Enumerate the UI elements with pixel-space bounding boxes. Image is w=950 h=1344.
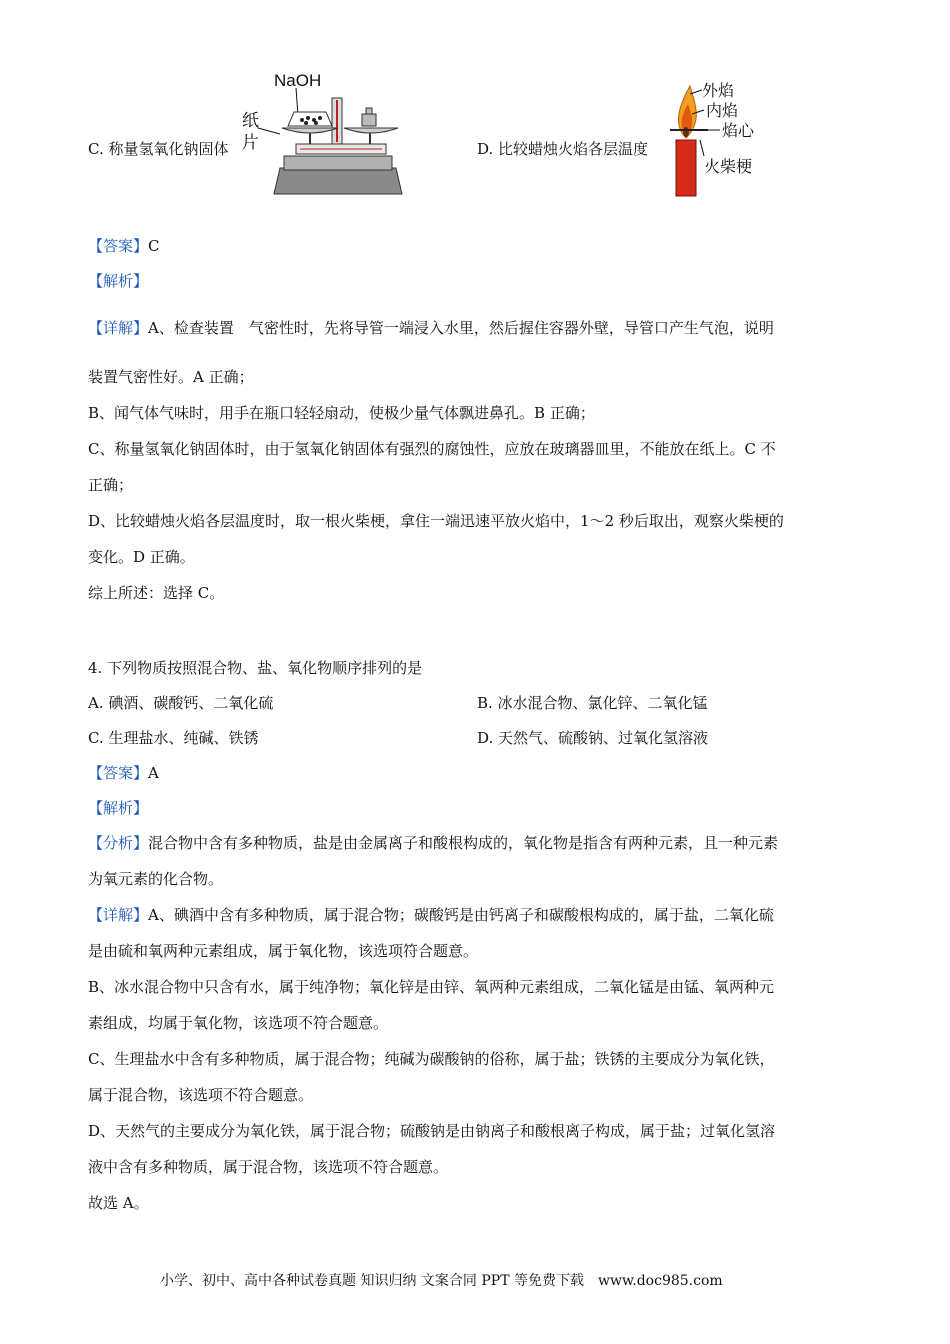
paper-label-1: 纸 [242,111,259,131]
q4-body-line: C、生理盐水中含有多种物质，属于混合物；纯碱为碳酸钠的俗称，属于盐；铁锈的主要成分为氧化铁， [88,1050,775,1068]
footer-text: 小学、初中、高中各种试卷真题 知识归纳 文案合同 PPT 等免费下载 [160,1273,584,1289]
q3-detail-line: 【详解】A、检查装置 气密性时，先将导管一端浸入水里，然后握住容器外壁，导管口产生气泡，说明 [88,319,774,337]
q4-body-line: B、冰水混合物中只含有水，属于纯净物；氧化锌是由锌、氧两种元素组成，二氧化锰是由锰、氧两种元 [88,978,775,996]
q4-body-line: 液中含有多种物质，属于混合物，该选项不符合题意。 [88,1158,449,1176]
q4-analysis-tag: 【解析】 [88,799,149,817]
q4-body-line: 【分析】混合物中含有多种物质，盐是由金属离子和酸根构成的，氧化物是指含有两种元素，且一种元素 [88,834,779,852]
inner-flame-label: 内焰 [706,101,739,120]
q4-stem: 4. 下列物质按照混合物、盐、氧化物顺序排列的是 [88,659,423,677]
naoh-label: NaOH [274,71,322,90]
option-d: D. 比较蜡烛火焰各层温度 [477,140,649,158]
flame-core-label: 焰心 [722,121,755,140]
q4-body-line: D、天然气的主要成分为氧化铁，属于混合物；硫酸钠是由钠离子和酸根离子构成，属于盐；过氧化氢溶 [88,1122,776,1140]
q4-option-d: D. 天然气、硫酸钠、过氧化氢溶液 [477,729,709,747]
q4-answer: 【答案】A [88,764,159,782]
option-c: C. 称量氢氧化钠固体 [88,140,229,158]
q3-answer [88,236,160,256]
q3-detail-line: 变化。D 正确。 [88,548,195,566]
q3-detail-line: 综上所述：选择 C。 [88,584,225,602]
paper-label-2: 片 [242,133,259,153]
q4-option-b: B. 冰水混合物、氯化锌、二氧化锰 [477,694,708,712]
q4-body-line: 【详解】A、碘酒中含有多种物质，属于混合物；碳酸钙是由钙离子和碳酸根构成的，属于盐，二氧化硫 [88,906,774,924]
answer-tag: 【答案】 [88,237,149,255]
balance-figure [236,68,406,198]
q4-option-a: A. 碘酒、碳酸钙、二氧化硫 [88,694,274,712]
q4-body-line: 属于混合物，该选项不符合题意。 [88,1086,314,1104]
match-label: 火柴梗 [704,157,753,176]
q4-body-line: 为氧元素的化合物。 [88,870,224,888]
q3-detail-line: C、称量氢氧化钠固体时，由于氢氧化钠固体有强烈的腐蚀性，应放在玻璃器皿里，不能放在纸上。C 不 [88,440,776,458]
q4-option-c: C. 生理盐水、纯碱、铁锈 [88,729,259,747]
q3-detail-line: B、闻气体气味时，用手在瓶口轻轻扇动，使极少量气体飘进鼻孔。B 正确； [88,404,595,422]
answer-value: C [148,237,160,255]
footer-link[interactable]: www.doc985.com [597,1273,723,1289]
candle-figure [668,78,768,198]
q4-body-line: 故选 A。 [88,1194,149,1212]
q3-detail-line: 正确； [88,476,134,494]
q4-body-line: 是由硫和氧两种元素组成，属于氧化物，该选项符合题意。 [88,942,479,960]
q3-analysis-tag: 【解析】 [88,272,149,290]
q4-body-line: 素组成，均属于氧化物，该选项不符合题意。 [88,1014,389,1032]
q3-detail-line: 装置气密性好。A 正确； [88,368,254,386]
outer-flame-label: 外焰 [702,81,735,100]
q3-detail-line: D、比较蜡烛火焰各层温度时，取一根火柴梗，拿住一端迅速平放火焰中，1～2 秒后取出，观察火柴梗的 [88,512,784,530]
page-footer [160,1270,723,1290]
